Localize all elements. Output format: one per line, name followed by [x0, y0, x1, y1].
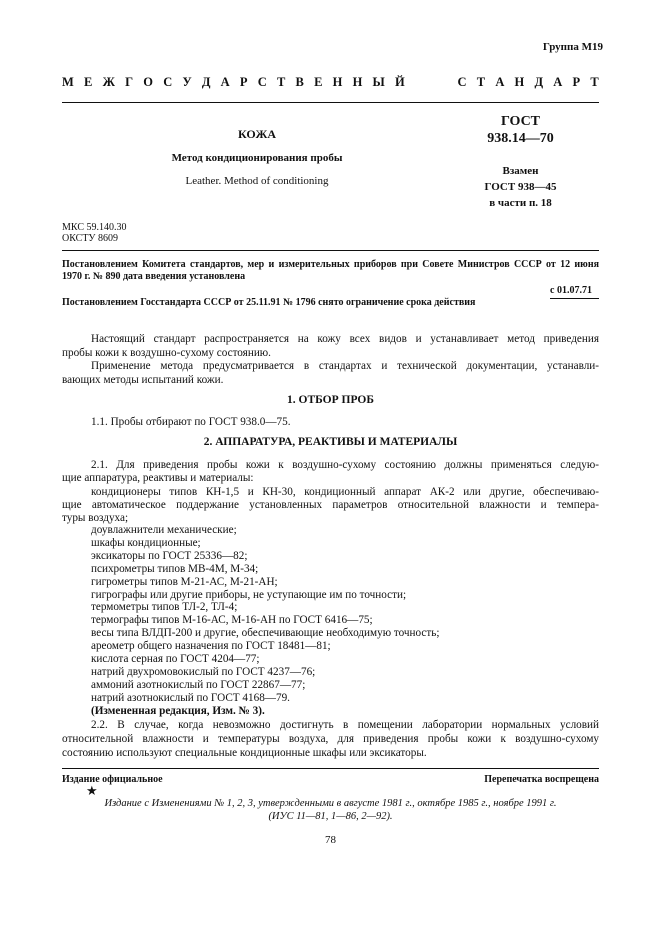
edition-note: Издание с Изменениями № 1, 2, 3, утвержденными в августе 1981 г., октябре 1985 г., ноябре 1991 г.	[104, 798, 557, 809]
heading-letter: Г	[125, 75, 134, 89]
heading-letter: А	[495, 75, 505, 89]
classifier-divider	[62, 250, 599, 251]
list-item: кислота серная по ГОСТ 4204—77;	[91, 653, 260, 666]
decree-line-1: Постановлением Комитета стандартов, мер и измерительных приборов при Совете Министров СССР от 12 июня	[62, 259, 599, 270]
reprint-prohibited-label: Перепечатка воспрещена	[484, 774, 599, 785]
heading-letter: Н	[352, 75, 363, 89]
document-title: КОЖА	[238, 127, 276, 141]
heading-letter: Т	[476, 75, 486, 89]
heading-letter	[415, 75, 419, 90]
list-item: шкафы кондиционные;	[91, 536, 201, 549]
heading-letter: С	[257, 75, 267, 89]
decree-line-3: Постановлением Госстандарта СССР от 25.11.91 № 1796 снято ограничение срока действия	[62, 297, 476, 308]
heading-letter: Ж	[102, 75, 115, 89]
heading-letter: Е	[314, 75, 323, 89]
mks-code: МКС 59.140.30	[62, 222, 127, 233]
interstate-standard-heading	[62, 75, 599, 90]
intro-paragraph-1-cont: пробы кожи к воздушно-сухому состоянию.	[62, 347, 271, 359]
equipment-list	[91, 524, 439, 718]
heading-letter: Т	[276, 75, 286, 89]
heading-letter: А	[220, 75, 230, 89]
footer-divider	[62, 768, 599, 769]
heading-letter: С	[163, 75, 173, 89]
heading-letter: Е	[84, 75, 93, 89]
clause-1-1: 1.1. Пробы отбирают по ГОСТ 938.0—75.	[91, 416, 291, 428]
clause-2-2-cont: относительной влажности и температуры воздуха, для приведения пробы кожи к воздушно-сухому	[62, 733, 599, 745]
heading-letter: Т	[590, 75, 599, 89]
official-edition-label: Издание официальное	[62, 774, 163, 785]
heading-letter: М	[62, 75, 74, 89]
heading-letter: Н	[514, 75, 525, 89]
gost-label: ГОСТ	[500, 114, 541, 129]
section-2-title: 2. АППАРАТУРА, РЕАКТИВЫ И МАТЕРИАЛЫ	[203, 436, 458, 448]
list-item: весы типа ВЛДП-200 и другие, обеспечивающие необходимую точность;	[91, 627, 440, 640]
list-item: психрометры типов МВ-4М, М-34;	[91, 562, 259, 575]
heading-letter: Р	[572, 75, 581, 89]
intro-paragraph-2-cont: вающих методы испытаний кожи.	[62, 374, 224, 386]
document-subtitle: Метод кондиционирования пробы	[171, 152, 343, 164]
conditioners-item: кондиционеры типов КН-1,5 и КН-30, кондиционный аппарат АК-2 или другие, обеспечиваю-	[91, 486, 599, 498]
list-item: эксикаторы по ГОСТ 25336—82;	[91, 549, 248, 562]
heading-letter	[429, 75, 433, 90]
star-icon: ★	[86, 783, 98, 798]
list-item: термографы типов М-16-АС, М-16-АН по ГОСТ 6416—75;	[91, 614, 373, 627]
decree-date: с 01.07.71	[550, 285, 592, 296]
conditioners-item-end: туры воздуха;	[62, 512, 129, 524]
heading-letter: Д	[534, 75, 544, 89]
group-code: Группа М19	[542, 41, 603, 53]
date-underline	[550, 298, 599, 299]
amendment-note: (Измененная редакция, Изм. № 3).	[91, 704, 265, 717]
heading-letter	[443, 75, 447, 90]
list-item: натрий двухромовокислый по ГОСТ 4237—76;	[91, 665, 316, 678]
heading-letter: В	[295, 75, 304, 89]
edition-note-ius: (ИУС 11—81, 1—86, 2—92).	[268, 811, 393, 822]
list-item: аммоний азотнокислый по ГОСТ 22867—77;	[91, 678, 306, 691]
replaces-standard: ГОСТ 938—45	[484, 181, 557, 193]
conditioners-item-cont: щие автоматическое поддержание установленных параметров относительной влажности и темпера-	[62, 499, 599, 511]
intro-paragraph-2: Применение метода предусматривается в стандартах и технической документации, устанавли-	[91, 360, 599, 372]
gost-number: 938.14—70	[487, 131, 554, 146]
list-item: натрий азотнокислый по ГОСТ 4168—79.	[91, 691, 290, 704]
clause-2-2: 2.2. В случае, когда невозможно достигнуть в помещении лаборатории нормальных условий	[91, 719, 599, 731]
list-item: гигрометры типов М-21-АС, М-21-АН;	[91, 575, 278, 588]
page-number: 78	[325, 834, 336, 846]
top-divider	[62, 102, 599, 103]
heading-letter: О	[143, 75, 154, 89]
heading-letter: У	[182, 75, 192, 89]
decree-line-2: 1970 г. № 890 дата введения установлена	[62, 271, 246, 282]
heading-letter: С	[457, 75, 467, 89]
replaces-label: Взамен	[502, 165, 539, 177]
heading-letter: Й	[394, 75, 405, 89]
clause-2-1-cont: щие аппаратура, реактивы и материалы:	[62, 472, 254, 484]
list-item: гигрографы или другие приборы, не уступающие им по точности;	[91, 588, 407, 601]
section-1-title: 1. ОТБОР ПРОБ	[287, 394, 374, 406]
replaces-part: в части п. 18	[489, 197, 552, 209]
heading-letter: Д	[201, 75, 211, 89]
intro-paragraph-1: Настоящий стандарт распространяется на кожу всех видов и устанавливает метод приведения	[91, 333, 599, 345]
heading-letter: А	[553, 75, 563, 89]
list-item: доувлажнители механические;	[91, 524, 237, 536]
heading-letter: Ы	[372, 75, 385, 89]
english-title: Leather. Method of conditioning	[185, 175, 329, 187]
clause-2-1: 2.1. Для приведения пробы кожи к воздушно-сухому состоянию должны применяться следую-	[91, 459, 599, 471]
list-item: термометры типов ТЛ-2, ТЛ-4;	[91, 601, 238, 614]
okstu-code: ОКСТУ 8609	[62, 233, 119, 244]
heading-letter: Н	[332, 75, 343, 89]
clause-2-2-end: состоянию используют специальные кондиционные шкафы или эксикаторы.	[62, 747, 427, 759]
heading-letter: Р	[239, 75, 248, 89]
list-item: ареометр общего назначения по ГОСТ 18481—81;	[91, 640, 331, 653]
